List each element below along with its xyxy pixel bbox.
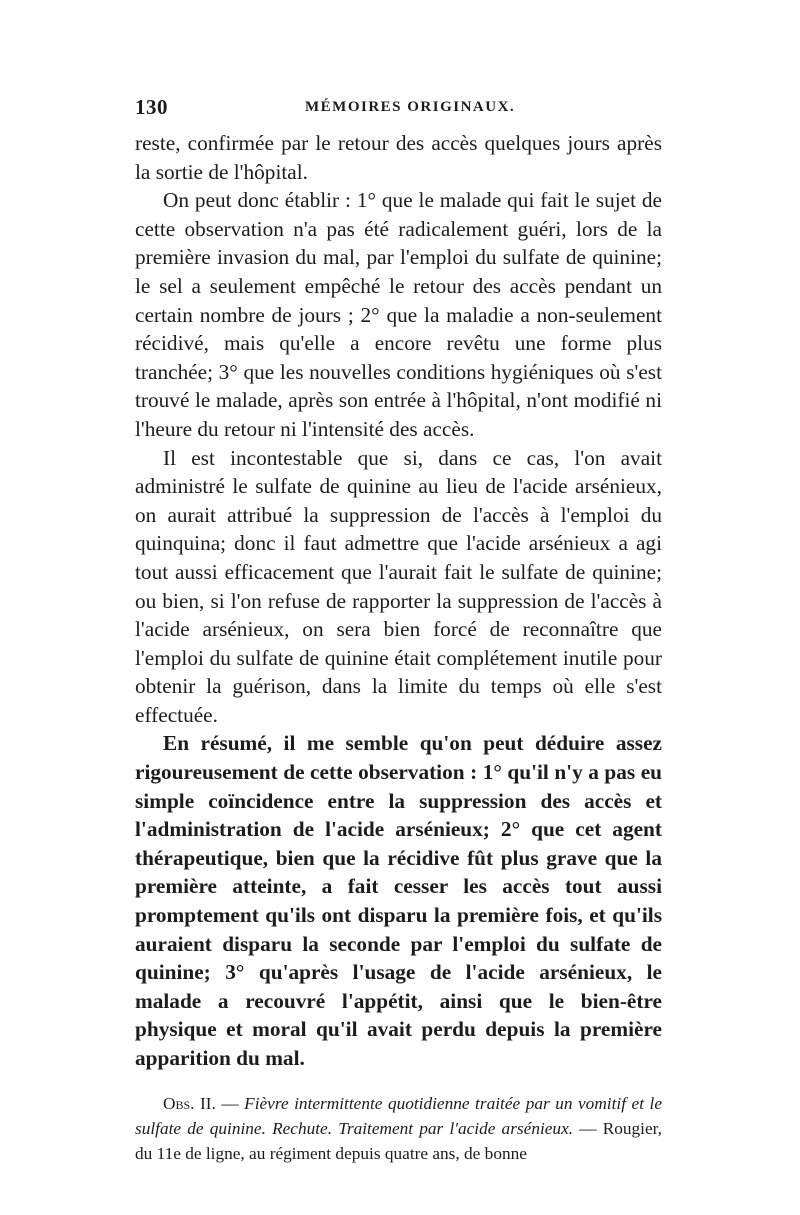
observation-text: — Rougier, du 11e de ligne, au régiment depuis quatre ans, de bonne (135, 1118, 662, 1163)
document-page (135, 95, 662, 1166)
paragraph-conclusions: On peut donc établir : 1° que le malade qui fait le sujet de cette observation n'a pas été radicalement guéri, lors de la première invasion du mal, par l'emploi du sulfate de quinine; le sel a seulement empêché le retour des accès pendant un certain nombre de jours ; 2° que la maladie a non-seulement récidivé, mais qu'elle a encore revêtu une forme plus tranchée; 3° que les nouvelles conditions hygiéniques où s'est trouvé le malade, après son entrée à l'hôpital, n'ont modifié ni l'heure du retour ni l'intensité des accès. (135, 188, 662, 441)
observation-label: Obs. II. (163, 1093, 216, 1113)
body-text (135, 129, 662, 1073)
paragraph-summary: En résumé, il me semble qu'on peut déduire assez rigoureusement de cette observation : 1° qu'il n'y a pas eu simple coïncidence entre la suppression des accès et l'administration de l'acide arsénieux; 2° que cet agent thérapeutique, bien que la récidive fût plus grave que la première atteinte, a fait cesser les accès tout aussi promptement qu'ils ont disparu la première fois, et qu'ils auraient disparu la seconde par l'emploi du sulfate de quinine; 3° qu'après l'usage de l'acide arsénieux, le malade a recouvré l'appétit, ainsi que le bien-être physique et moral qu'il avait perdu depuis la première apparition du mal. (135, 731, 662, 1070)
page-header (135, 95, 662, 129)
observation-title: Fièvre intermittente quotidienne traitée par un vomitif et le sulfate de quinine. Rechute. Traitement par l'acide arsénieux. (135, 1093, 662, 1138)
running-head: MÉMOIRES ORIGINAUX. (305, 99, 516, 115)
observation-entry (135, 1091, 662, 1166)
page-number: 130 (135, 95, 168, 119)
paragraph-argument: Il est incontestable que si, dans ce cas, l'on avait administré le sulfate de quinine au lieu de l'acide arsénieux, on aurait attribué la suppression de l'accès à l'emploi du quinquina; donc il faut admettre que l'acide arsénieux a agi tout aussi efficacement que l'aurait fait le sulfate de quinine; ou bien, si l'on refuse de rapporter la suppression de l'accès à l'acide arsénieux, on sera bien forcé de reconnaître que l'emploi du sulfate de quinine était complétement inutile pour obtenir la guérison, dans la limite du temps où elle s'est effectuée. (135, 445, 662, 727)
observation-dash: — (215, 1093, 245, 1113)
paragraph-continuation: reste, confirmée par le retour des accès quelques jours après la sortie de l'hôpital. (135, 131, 662, 184)
spacer (135, 1073, 662, 1091)
